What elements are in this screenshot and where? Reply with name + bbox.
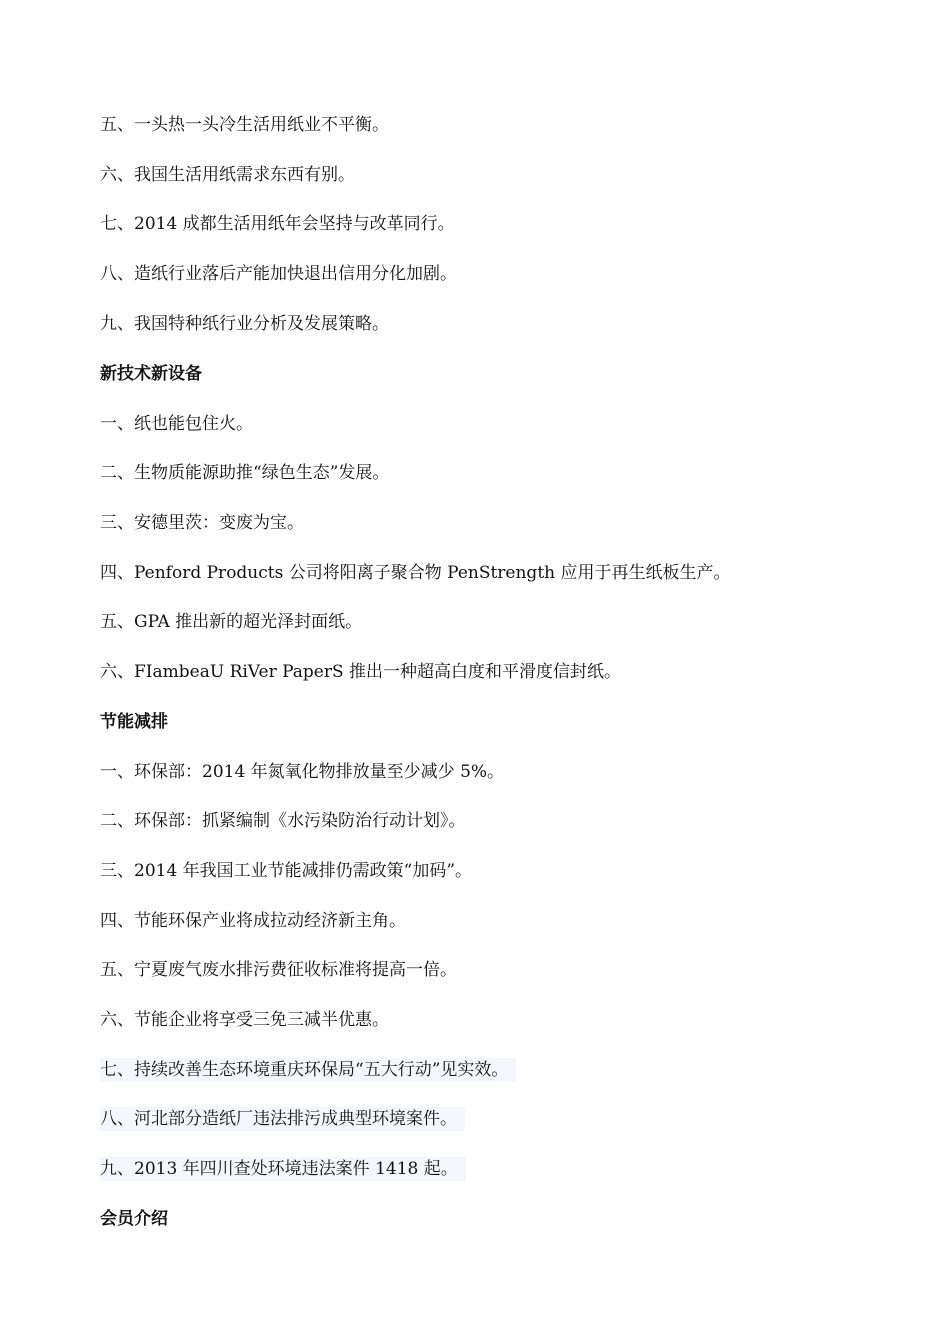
list-item: 六、我国生活用纸需求东西有别。 [100,165,355,185]
list-item: 八、河北部分造纸厂违法排污成典型环境案件。 [100,1107,465,1131]
list-item: 六、FIambeaU RiVer PaperS 推出一种超高白度和平滑度信封纸。 [100,662,622,682]
list-item: 三、安德里茨：变废为宝。 [100,513,304,533]
list-item: 四、Penford Products 公司将阳离子聚合物 PenStrength 应用于再生纸板生产。 [100,563,731,583]
list-item: 一、环保部：2014 年氮氧化物排放量至少减少 5%。 [100,762,505,782]
list-item: 五、一头热一头冷生活用纸业不平衡。 [100,115,389,135]
list-item: 九、2013 年四川查处环境违法案件 1418 起。 [100,1157,466,1181]
list-item: 四、节能环保产业将成拉动经济新主角。 [100,911,406,931]
section-heading: 节能减排 [100,712,168,732]
list-item: 八、造纸行业落后产能加快退出信用分化加剧。 [100,264,457,284]
list-item: 二、生物质能源助推“绿色生态”发展。 [100,463,390,483]
list-item: 五、GPA 推出新的超光泽封面纸。 [100,612,363,632]
list-item: 六、节能企业将享受三免三减半优惠。 [100,1010,389,1030]
list-item: 七、2014 成都生活用纸年会坚持与改革同行。 [100,214,455,234]
list-item: 五、宁夏废气废水排污费征收标准将提高一倍。 [100,960,457,980]
section-heading: 新技术新设备 [100,364,202,384]
list-item: 七、持续改善生态环境重庆环保局“五大行动”见实效。 [100,1058,516,1082]
list-item: 一、纸也能包住火。 [100,414,253,434]
list-item: 九、我国特种纸行业分析及发展策略。 [100,314,389,334]
section-heading: 会员介绍 [100,1209,168,1229]
list-item: 三、2014 年我国工业节能减排仍需政策“加码”。 [100,861,473,881]
list-item: 二、环保部：抓紧编制《水污染防治行动计划》。 [100,811,466,831]
